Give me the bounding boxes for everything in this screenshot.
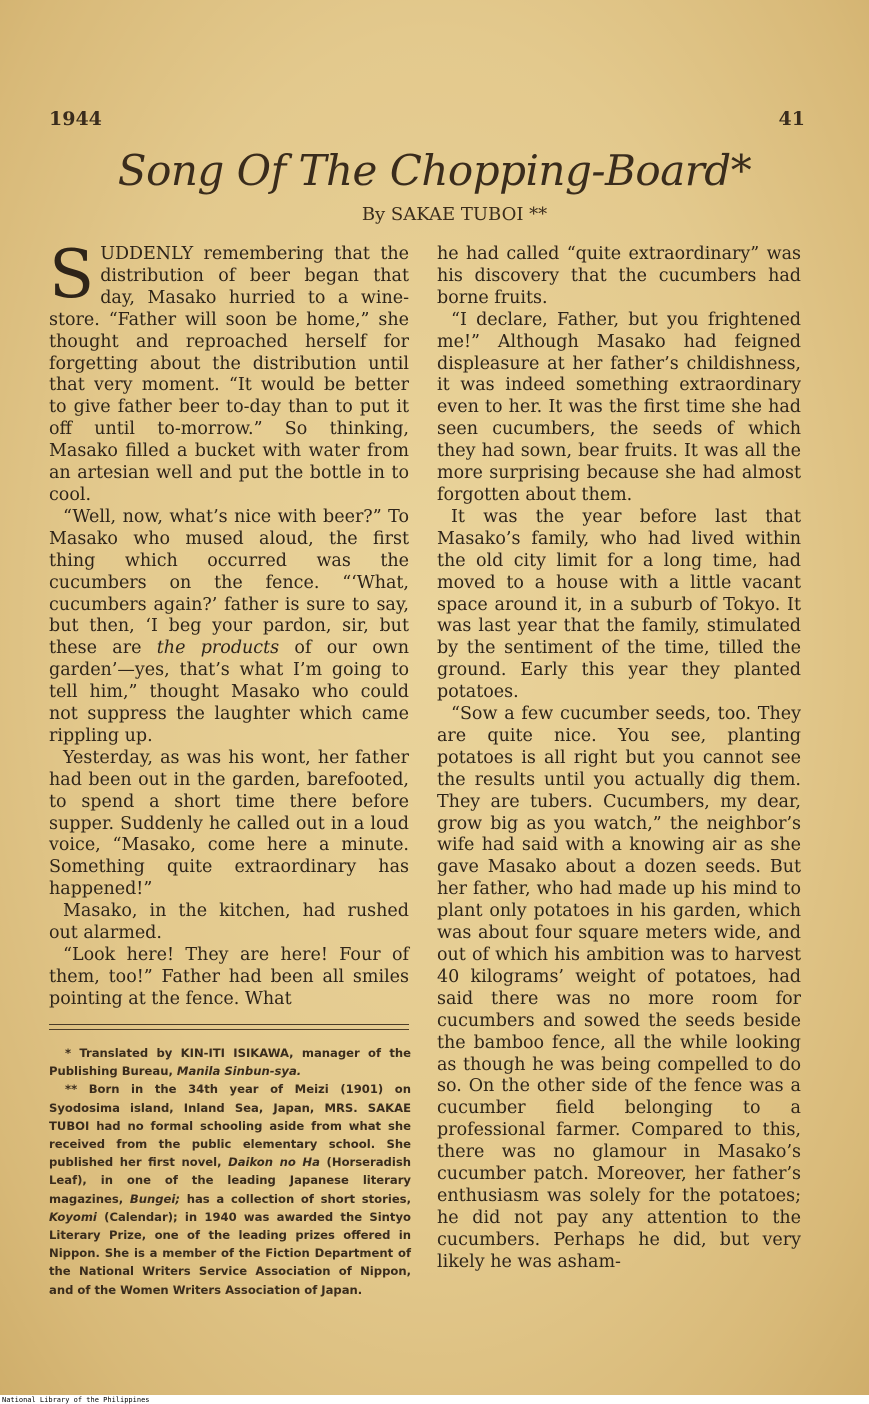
footnotes: [49, 1044, 411, 1299]
paragraph: “Well, now, what’s nice with beer?” To Masako who mused aloud, the first thing which occurred was the cucumbers on the fence. “‘What, cucumbers again?’ father is sure to say, but then, ‘I beg your pardon, sir, but these are the products of our own garden’—yes, that’s what I’m going to tell him,” thought Masako who could not suppress the laughter which came rippling up.: [49, 506, 409, 746]
running-head-year: 1944: [49, 108, 102, 130]
paragraph: SUDDENLY remembering that the distribution of beer began that day, Masako hurried to a wine-store. “Father will soon be home,” she thought and reproached herself for forgetting about the distribution until that very moment. “It would be better to give father beer to-day than to put it off until to-morrow.” So thinking, Masako filled a bucket with water from an artesian well and put the bottle in to cool.: [49, 236, 409, 505]
drop-cap: S: [49, 236, 95, 313]
story-title: Song Of The Chopping-Board*: [117, 146, 752, 195]
page-number: 41: [778, 108, 805, 130]
library-credit: National Library of the Philippines: [2, 1396, 150, 1404]
paragraph: Masako, in the kitchen, had rushed out alarmed.: [49, 901, 409, 944]
right-column: [437, 244, 801, 1274]
paragraph: Yesterday, as was his wont, her father had been out in the garden, barefooted, to spend a short time there before supper. Suddenly he called out in a loud voice, “Masako, come here a minute. Something quite extraordinary has happened!”: [49, 747, 409, 900]
paragraph: “I declare, Father, but you frightened me!” Although Masako had feigned displeasure at her father’s childishness, it was indeed something extraordinary even to her. It was the first time she had seen cucumbers, the seeds of which they had sown, bear fruits. It was all the more surprising because she had almost forgotten about them.: [437, 309, 801, 505]
paragraph: he had called “quite extraordinary” was his discovery that the cucumbers had borne fruits.: [437, 244, 801, 308]
paragraph: It was the year before last that Masako’s family, who had lived within the old city limit for a long time, had moved to a house with a little vacant space around it, in a suburb of Tokyo. It was last year that the family, stimulated by the sentiment of the time, tilled the ground. Early this year they planted potatoes.: [437, 506, 801, 703]
footnote-divider: [49, 1024, 409, 1030]
paragraph: “Look here! They are here! Four of them, too!” Father had been all smiles pointing at the fence. What: [49, 945, 409, 1009]
byline: By SAKAE TUBOI **: [361, 204, 548, 225]
left-column: [49, 236, 409, 1011]
paragraph: “Sow a few cucumber seeds, too. They are quite nice. You see, planting potatoes is all right but you cannot see the results until you actually dig them. They are tubers. Cucumbers, my dear, grow big as you watch,” the neighbor’s wife had said with a knowing air as she gave Masako about a dozen seeds. But her father, who had made up his mind to plant only potatoes in his garden, which was about four square meters wide, and out of which his ambition was to harvest 40 kilograms’ weight of potatoes, had said there was no more room for cucumbers and sowed the seeds beside the bamboo fence, all the while looking as though he was being compelled to do so. On the other side of the fence was a cucumber field belonging to a professional farmer. Compared to this, there was no glamour in Masako’s cucumber patch. Moreover, her father’s enthusiasm was solely for the potatoes; he did not pay any attention to the cucumbers. Perhaps he did, but very likely he was asham-: [437, 704, 801, 1272]
footnote-author-bio: ** Born in the 34th year of Meizi (1901) on Syodosima island, Inland Sea, Japan, MRS. SAKAE TUBOI had no formal schooling aside from what she received from the public elementary school. She published her first novel, Daikon no Ha (Horseradish Leaf), in one of the leading Japanese literary magazines, Bungei; has a collection of short stories, Koyomi (Calendar); in 1940 was awarded the Sintyo Literary Prize, one of the leading prizes offered in Nippon. She is a member of the Fiction Department of the National Writers Service Association of Nippon, and of the Women Writers Association of Japan.: [49, 1082, 411, 1297]
footnote-translator: * Translated by KIN-ITI ISIKAWA, manager of the Publishing Bureau, Manila Sinbun-sya.: [49, 1046, 411, 1079]
